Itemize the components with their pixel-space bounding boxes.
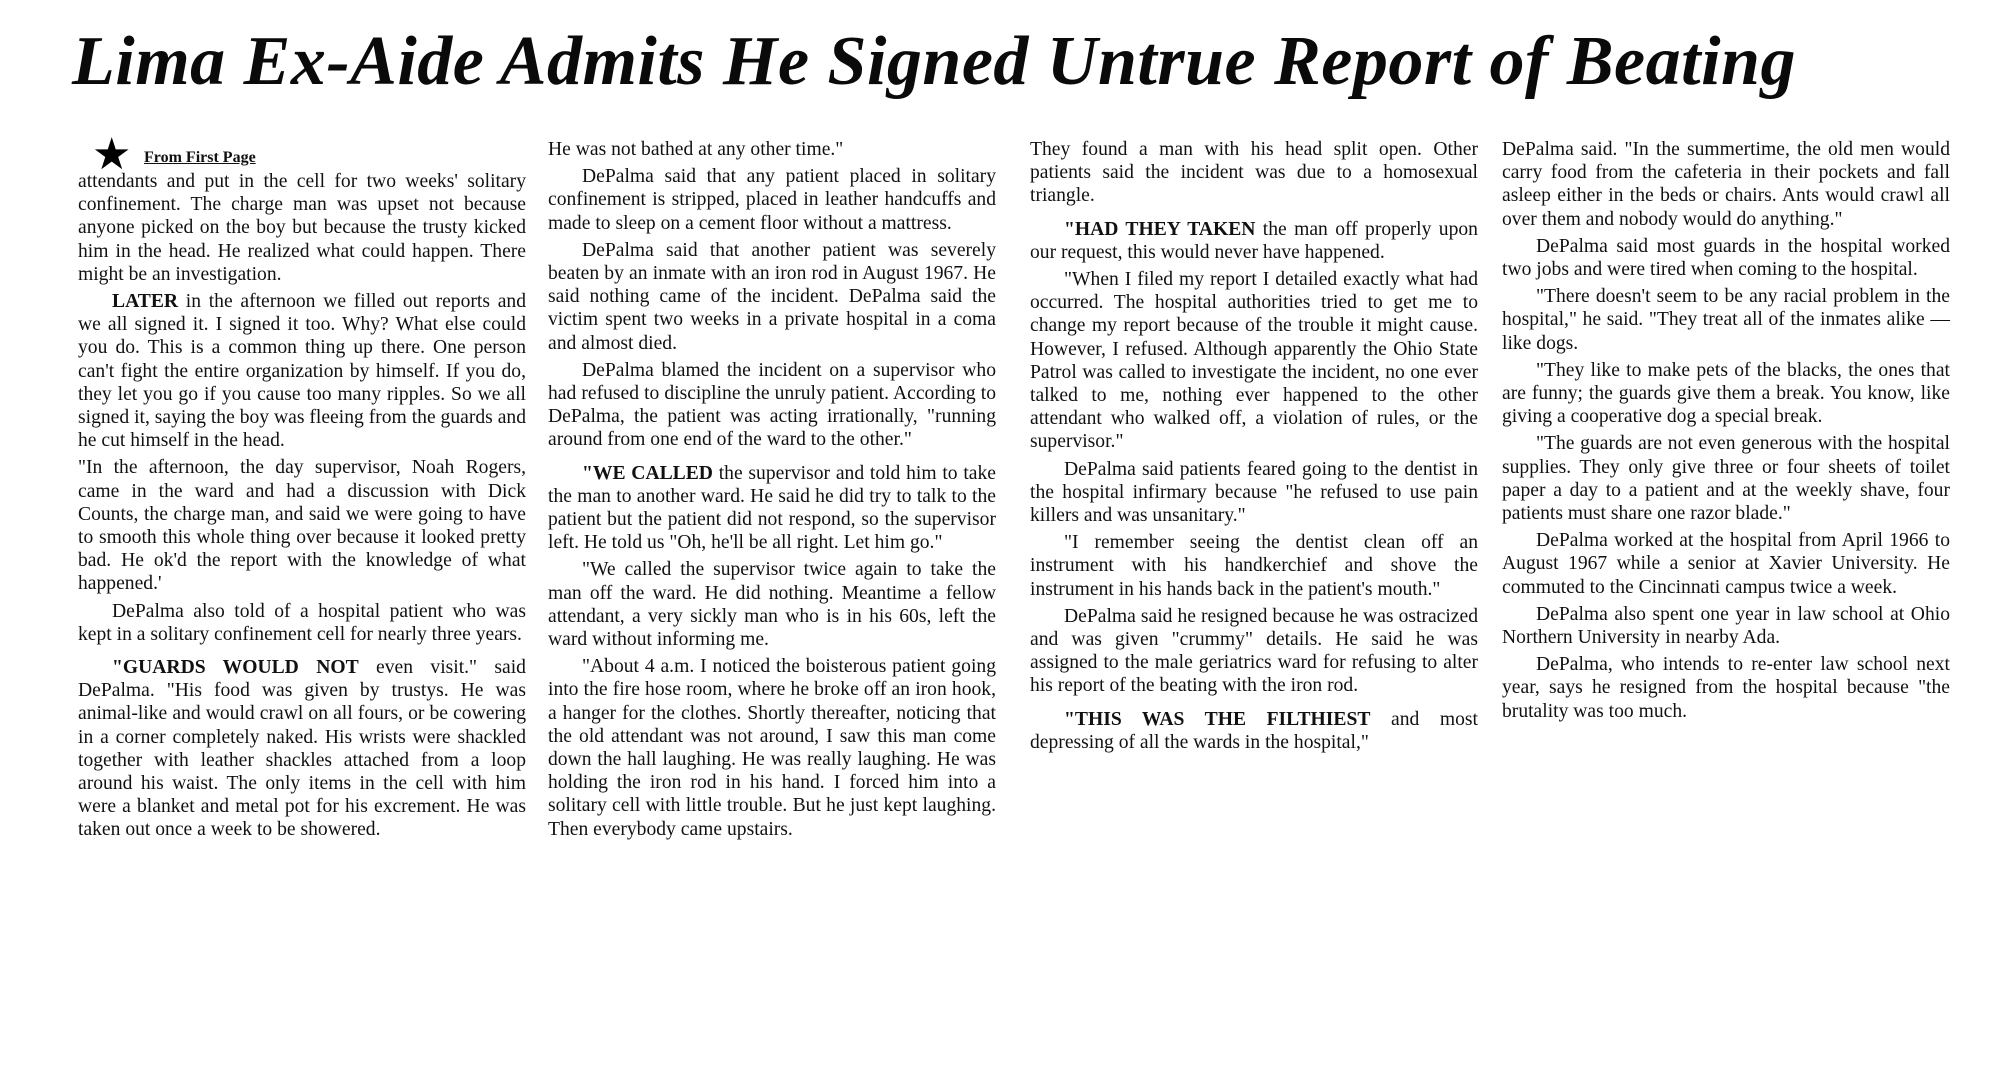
headline: Lima Ex-Aide Admits He Signed Untrue Report of Beating xyxy=(72,23,1796,100)
paragraph: "They like to make pets of the blacks, the ones that are funny; the guards give them a break. You know, like giving a cooperative dog a special break. xyxy=(1502,359,1950,428)
paragraph: DePalma said. "In the summertime, the old men would carry food from the cafeteria in their pockets and fall asleep either in the beds or chairs. Ants would crawl all over them and nobody would do anything." xyxy=(1502,139,1950,230)
paragraph: "There doesn't seem to be any racial problem in the hospital," he said. "They treat all of the inmates alike — like dogs. xyxy=(1502,286,1950,354)
kicker-label: From First Page xyxy=(144,149,256,166)
paragraph: "GUARDS WOULD NOT even visit." said DePalma. "His food was given by trustys. He was animal-like and would crawl on all fours, or be cowering in a corner completely naked. His wrists were shackled together with leather shackles attached from a loop around his waist. The only items in the cell with him were a blanket and metal pot for his excrement. He was taken out once a week to be showered. xyxy=(78,657,526,841)
paragraph: LATER in the afternoon we filled out reports and we all signed it. I signed it too. Why? What else could you do. This is a common thing up there. One person can't fight the entire organization by himself. If you do, they let you go if you cause too many ripples. So we all signed it, saying the boy was fleeing from the guards and he cut himself in the head. xyxy=(78,291,526,452)
star-icon: ★ xyxy=(92,129,132,180)
paragraph: They found a man with his head split open. Other patients said the incident was due to a homosexual triangle. xyxy=(1030,139,1478,207)
paragraph: DePalma worked at the hospital from April 1966 to August 1967 while a senior at Xavier University. He commuted to the Cincinnati campus twice a week. xyxy=(1502,530,1950,598)
paragraph: "We called the supervisor twice again to take the man off the ward. He did nothing. Meantime a fellow attendant, a very sickly man who is in his 60s, left the ward without informing me. xyxy=(548,559,996,651)
paragraph: "I remember seeing the dentist clean off an instrument with his handkerchief and shove the instrument in his hands back in the patient's mouth." xyxy=(1030,532,1478,600)
article-column-3 xyxy=(1030,138,1478,758)
paragraph: "The guards are not even generous with the hospital supplies. They only give three or four sheets of toilet paper a day to a patient and at the weekly shave, four patients must share one razor blade." xyxy=(1502,433,1950,525)
paragraph: DePalma said he resigned because he was ostracized and was given "crummy" details. He said he was assigned to the male geriatrics ward for refusing to alter his report of the beating with the iron rod. xyxy=(1030,605,1478,697)
article-column-4 xyxy=(1502,138,1950,727)
paragraph: DePalma said most guards in the hospital worked two jobs and were tired when coming to the hospital. xyxy=(1502,235,1950,281)
paragraph: "WE CALLED the supervisor and told him to take the man to another ward. He said he did try to talk to the patient but the patient did not respond, so the supervisor left. He told us "Oh, he'll be all right. Let him go." xyxy=(548,462,996,554)
paragraph: "About 4 a.m. I noticed the boisterous patient going into the fire hose room, where he broke off an iron hook, a hanger for the clothes. Shortly thereafter, noticing that the old attendant was not around, I saw this man come down the hall laughing. He was really laughing. He was holding the iron rod in his hand. I forced him into a solitary cell with little trouble. But he just kept laughing. Then everybody came upstairs. xyxy=(548,656,996,840)
paragraph: attendants and put in the cell for two weeks' solitary confinement. The charge man was upset not because anyone picked on the boy but because the trusty kicked him in the head. He realized what could happen. There might be an investigation. xyxy=(78,171,526,285)
article-column-2 xyxy=(548,138,996,845)
paragraph: He was not bathed at any other time." xyxy=(548,139,844,160)
paragraph: DePalma said patients feared going to the dentist in the hospital infirmary because "he refused to use pain killers and was unsanitary." xyxy=(1030,458,1478,527)
paragraph: DePalma also spent one year in law school at Ohio Northern University in nearby Ada. xyxy=(1502,603,1950,649)
paragraph: DePalma also told of a hospital patient who was kept in a solitary confinement cell for nearly three years. xyxy=(78,600,526,645)
paragraph: "HAD THEY TAKEN the man off properly upon our request, this would never have happened. xyxy=(1030,218,1478,263)
paragraph: DePalma blamed the incident on a supervisor who had refused to discipline the unruly patient. According to DePalma, the patient was acting irrationally, "running around from one end of the ward to the other." xyxy=(548,359,996,451)
paragraph: DePalma said that another patient was severely beaten by an inmate with an iron rod in August 1967. He said nothing came of the incident. DePalma said the victim spent two weeks in a private hospital in a coma and almost died. xyxy=(548,239,996,354)
paragraph: DePalma, who intends to re-enter law school next year, says he resigned from the hospital because "the brutality was too much. xyxy=(1502,654,1950,722)
paragraph: "When I filed my report I detailed exactly what had occurred. The hospital authorities tried to get me to change my report because of the trouble it might cause. However, I refused. Although apparently the Ohio State Patrol was called to investigate the incident, no one ever talked to me, nothing ever happened to the other attendant who walked off, a violation of rules, or the supervisor." xyxy=(1030,269,1478,453)
article-column-1 xyxy=(78,170,526,846)
paragraph: "THIS WAS THE FILTHIEST and most depressing of all the wards in the hospital," xyxy=(1030,708,1478,753)
paragraph: "In the afternoon, the day supervisor, Noah Rogers, came in the ward and had a discussion with Dick Counts, the charge man, and said we were going to have to smooth this whole thing over because it looked pretty bad. He ok'd the report with the knowledge of what happened.' xyxy=(78,457,526,595)
paragraph: DePalma said that any patient placed in solitary confinement is stripped, placed in leather handcuffs and made to sleep on a cement floor without a mattress. xyxy=(548,166,996,234)
